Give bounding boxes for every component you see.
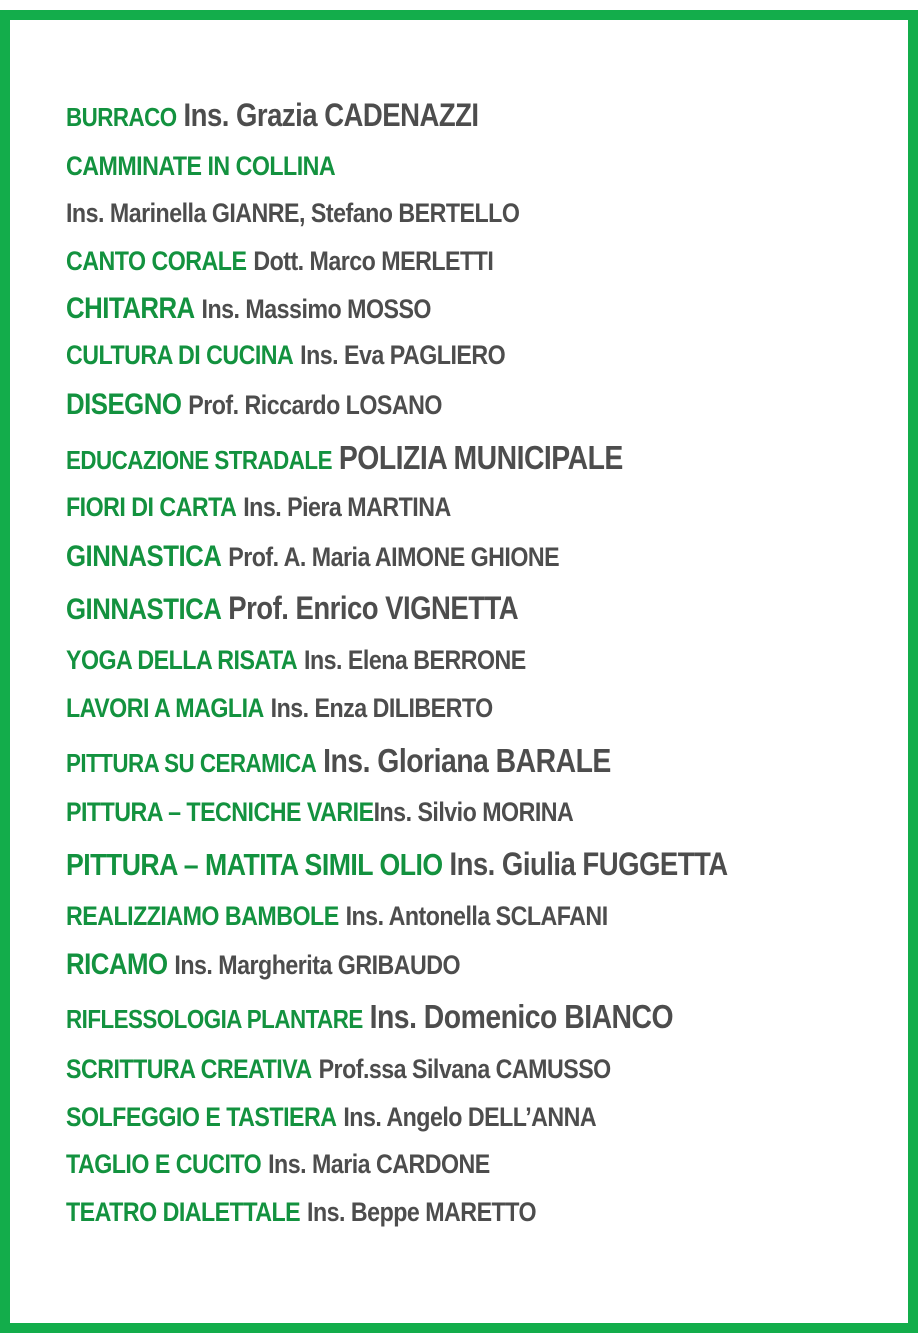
teacher-name: Ins. Gloriana BARALE <box>323 742 611 779</box>
course-name: CULTURA DI CUCINA <box>66 340 294 370</box>
list-item <box>66 342 505 369</box>
list-item <box>66 542 559 572</box>
course-name: FIORI DI CARTA <box>66 492 237 522</box>
course-name: SCRITTURA CREATIVA <box>66 1054 312 1084</box>
list-item <box>66 1000 673 1033</box>
list-item <box>66 1104 596 1131</box>
list-item <box>66 200 519 227</box>
course-name: CAMMINATE IN COLLINA <box>66 151 336 181</box>
teacher-name: Prof.ssa Silvana CAMUSSO <box>318 1054 611 1084</box>
teacher-name: POLIZIA MUNICIPALE <box>338 439 623 476</box>
teacher-name: Ins. Massimo MOSSO <box>201 294 431 324</box>
teacher-name: Prof. Riccardo LOSANO <box>188 390 442 420</box>
list-item <box>66 1151 490 1178</box>
list-item <box>66 294 431 324</box>
teacher-name: Ins. Antonella SCLAFANI <box>345 901 608 931</box>
list-item <box>66 848 728 880</box>
teacher-name: Ins. Elena BERRONE <box>304 645 526 675</box>
teacher-name: Ins. Silvio MORINA <box>373 797 574 827</box>
list-item <box>66 441 623 474</box>
list-item <box>66 647 526 674</box>
list-item <box>66 99 479 131</box>
course-name: CHITARRA <box>66 292 195 325</box>
teacher-name: Ins. Enza DILIBERTO <box>270 693 493 723</box>
teacher-name: Ins. Grazia CADENAZZI <box>183 97 479 133</box>
list-item <box>66 494 451 521</box>
course-name: REALIZZIAMO BAMBOLE <box>66 901 339 931</box>
course-name: TAGLIO E CUCITO <box>66 1149 262 1179</box>
teacher-name: Ins. Giulia FUGGETTA <box>449 846 728 882</box>
course-name: YOGA DELLA RISATA <box>66 645 298 675</box>
list-item <box>66 950 460 980</box>
teacher-name: Ins. Angelo DELL’ANNA <box>343 1102 597 1132</box>
list-item <box>66 390 442 420</box>
teacher-name: Ins. Margherita GRIBAUDO <box>174 950 461 980</box>
list-item <box>66 153 335 180</box>
course-name: DISEGNO <box>66 388 182 421</box>
teacher-name: Dott. Marco MERLETTI <box>253 246 494 276</box>
course-name: EDUCAZIONE STRADALE <box>66 445 332 475</box>
list-item <box>66 744 611 777</box>
course-name: PITTURA SU CERAMICA <box>66 748 317 778</box>
list-item <box>66 799 573 826</box>
teacher-name: Prof. A. Maria AIMONE GHIONE <box>228 542 560 572</box>
course-name: GINNASTICA <box>66 593 222 626</box>
course-name: CANTO CORALE <box>66 246 247 276</box>
course-name: PITTURA – MATITA SIMIL OLIO <box>66 847 443 882</box>
teacher-name: Ins. Eva PAGLIERO <box>300 340 506 370</box>
teacher-name: Ins. Maria CARDONE <box>268 1149 490 1179</box>
course-name: RIFLESSOLOGIA PLANTARE <box>66 1004 363 1034</box>
list-item <box>66 248 493 275</box>
list-item <box>66 1056 611 1083</box>
teacher-name: Prof. Enrico VIGNETTA <box>228 590 519 626</box>
course-name: PITTURA – TECNICHE VARIE <box>66 797 374 827</box>
list-item <box>66 903 608 930</box>
course-name: SOLFEGGIO E TASTIERA <box>66 1102 337 1132</box>
course-name: GINNASTICA <box>66 540 222 573</box>
course-name: RICAMO <box>66 948 168 981</box>
course-name: TEATRO DIALETTALE <box>66 1197 301 1227</box>
list-item <box>66 1199 536 1226</box>
teacher-name: Ins. Domenico BIANCO <box>369 998 674 1035</box>
teacher-name: Ins. Piera MARTINA <box>243 492 451 522</box>
teacher-name: Ins. Marinella GIANRE, Stefano BERTELLO <box>66 198 520 228</box>
course-name: BURRACO <box>66 102 177 132</box>
list-item <box>66 592 518 625</box>
teacher-name: Ins. Beppe MARETTO <box>307 1197 537 1227</box>
list-item <box>66 695 493 722</box>
course-name: LAVORI A MAGLIA <box>66 693 264 723</box>
